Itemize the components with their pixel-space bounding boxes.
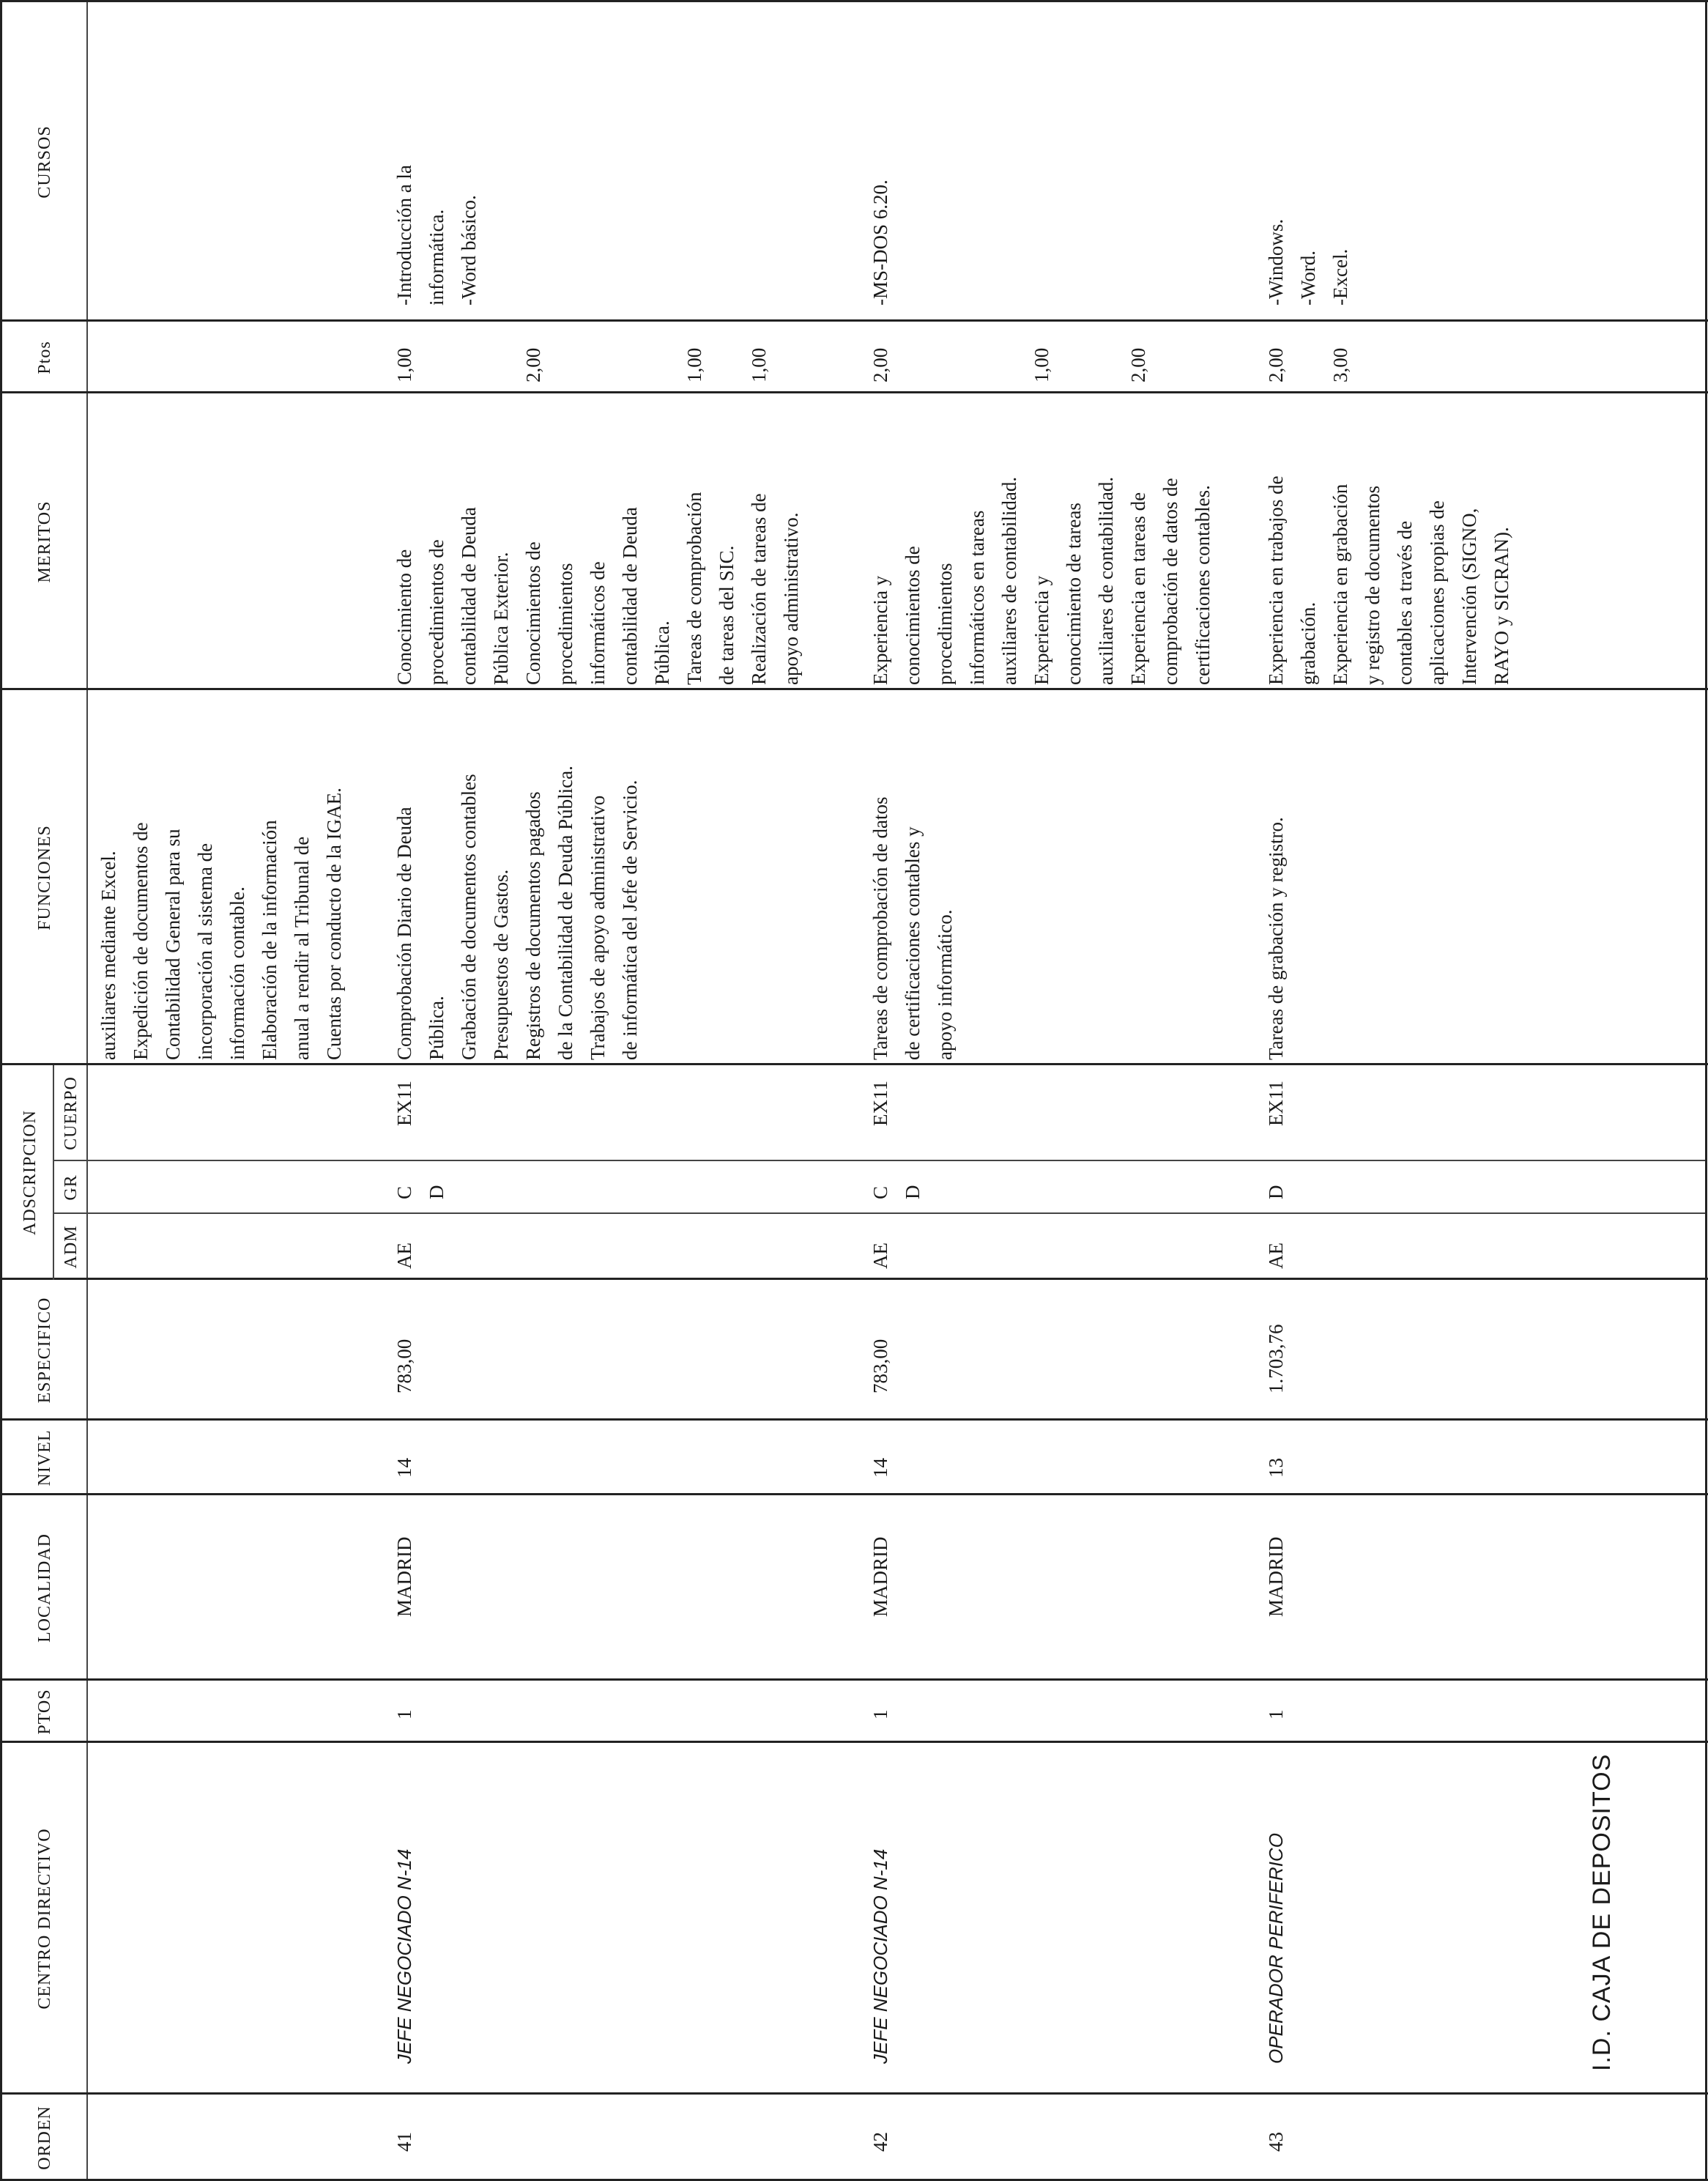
row-41-ptos: 1 [393,1709,415,1719]
col-divider [0,688,1708,690]
header-orden: ORDEN [35,2106,54,2170]
header-adscripcion: ADSCRIPCION [21,1109,40,1236]
row-43-localidad: MADRID [1265,1536,1287,1617]
header-ptos-meritos: Ptos [35,341,54,374]
row-42-ptos: 1 [869,1709,891,1719]
row-42-nivel: 14 [869,1458,891,1478]
row-43-cursos: -Windows. -Word. -Excel. [1265,218,1351,306]
table-top-border [0,0,2,2181]
row-43-nivel: 13 [1265,1458,1287,1478]
col-divider [0,1418,1708,1421]
header-meritos: MERITOS [35,500,54,583]
row-43-orden: 43 [1265,2132,1287,2152]
row-43-funciones: Tareas de grabación y registro. [1265,817,1287,1060]
header-cursos: CURSOS [35,125,54,199]
row-42-puesto: JEFE NEGOCIADO N-14 [869,1848,891,2064]
row-41-funciones: Comprobación Diario de Deuda Pública. Grabación de documentos contables Presupuestos de Gastos. Registros de documentos pagados de la Contabilidad de Deuda Pública. Trabajos de apoyo administrativo de informática del Jefe de Servicio. [393,766,641,1060]
col-divider [0,0,1708,2]
row-42-especifico: 783,00 [869,1338,891,1393]
col-divider [0,391,1708,393]
row-41-meritos: Conocimiento de procedimientos de contabilidad de Deuda Pública Exterior. Conocimientos de procedimientos informáticos de contabilidad de Deuda Pública. Tareas de comprobación de tareas del SIC. Realización de tareas de apoyo administrativo. [393,492,802,685]
header-gr: GR [62,1174,81,1201]
row-41-puesto: JEFE NEGOCIADO N-14 [393,1848,415,2064]
adscripcion-subcol-divider [53,1212,1705,1214]
header-cuerpo: CUERPO [62,1076,81,1150]
row-42-orden: 42 [869,2132,891,2152]
col-divider [0,1678,1708,1681]
row-42-cursos: -MS-DOS 6.20. [869,179,891,306]
row-42-funciones: Tareas de comprobación de datos de certificaciones contables y apoyo informático. [869,796,956,1060]
header-ptos: PTOS [35,1689,54,1735]
header-localidad: LOCALIDAD [35,1533,54,1643]
header-especifico: ESPECIFICO [35,1297,54,1404]
header-funciones: FUNCIONES [35,825,54,930]
row-43-ptos: 1 [1265,1709,1287,1719]
row-42-cuerpo: EX11 [869,1081,891,1126]
row-41-especifico: 783,00 [393,1338,415,1393]
table-bottom-border [1705,0,1707,2181]
row-41-adm: AE [393,1243,415,1269]
row-41-ptos-meritos: 1,00 2,00 1,00 1,00 [393,347,770,382]
row-41-cursos: -Introducción a la informática. -Word básico. [393,165,480,306]
row-43-meritos: Experiencia en trabajos de grabación. Experiencia en grabación y registro de documentos contables a través de aplicaciones propias de Intervención (SIGNO, RAYO y SICRAN). [1265,475,1512,685]
row-42-meritos: Experiencia y conocimientos de procedimientos informáticos en tareas auxiliares de contabilidad. Experiencia y conocimiento de tareas auxiliares de contabilidad. Experiencia en tareas de comprobación de datos de certificaciones contables. [869,476,1214,685]
adscripcion-subcol-divider [53,1160,1705,1161]
row-41-cuerpo: EX11 [393,1081,415,1126]
row-41-localidad: MADRID [393,1536,415,1617]
row-43-gr: D [1265,1185,1287,1199]
row-43-cuerpo: EX11 [1265,1081,1287,1126]
adscripcion-subheader-line [53,1065,54,1280]
row-43-puesto: OPERADOR PERIFERICO [1265,1833,1287,2064]
col-divider [0,1741,1708,1743]
row-41-gr: C D [393,1185,448,1199]
row-43-especifico: 1.703,76 [1265,1324,1287,1393]
header-adm: ADM [62,1225,81,1269]
col-divider [0,1493,1708,1495]
col-divider [0,319,1708,322]
row-41-nivel: 14 [393,1458,415,1478]
row-43-adm: AE [1265,1243,1287,1269]
col-divider [0,2092,1708,2095]
row-42-adm: AE [869,1243,891,1269]
row-42-ptos-meritos: 2,00 1,00 2,00 [869,347,1149,382]
row-41-orden: 41 [393,2132,415,2152]
funciones-continuation: auxiliares mediante Excel. Expedición de documentos de Contabilidad General para su incorporación al sistema de información contable. Elaboración de la información anual a rendir al Tribunal de Cuentas por conducto de la IGAE. [97,788,345,1060]
header-divider-line [86,0,88,2181]
col-divider [0,1063,1708,1065]
header-nivel: NIVEL [35,1429,54,1486]
header-centro-directivo: CENTRO DIRECTIVO [35,1828,54,2010]
row-42-gr: C D [869,1185,924,1199]
row-42-localidad: MADRID [869,1536,891,1617]
col-divider [0,1278,1708,1280]
next-section-heading: I.D. CAJA DE DEPOSITOS [1588,1753,1616,2071]
row-43-ptos-meritos: 2,00 3,00 [1265,347,1351,382]
